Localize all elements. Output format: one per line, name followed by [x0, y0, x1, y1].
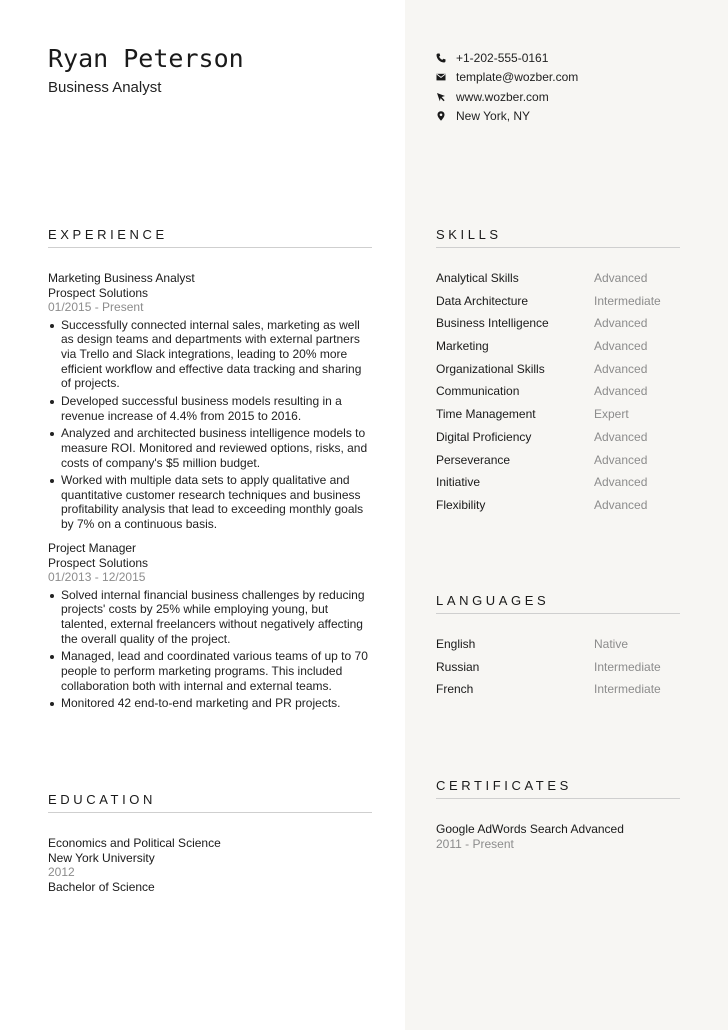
skill-name: Communication — [436, 384, 520, 399]
certificate-dates: 2011 - Present — [436, 836, 514, 851]
skill-level: Advanced — [594, 384, 648, 399]
contact-email[interactable] — [436, 68, 578, 88]
skill-level: Intermediate — [594, 293, 661, 308]
job-role: Project Manager — [48, 541, 137, 555]
skill-level: Advanced — [594, 271, 648, 285]
job-company: Prospect Solutions — [48, 555, 149, 570]
skill-name: Flexibility — [436, 497, 486, 512]
skill-level: Advanced — [594, 497, 648, 512]
skill-name: Time Management — [436, 407, 536, 422]
experience-divider — [48, 247, 372, 248]
education-school: New York University — [48, 850, 155, 865]
job-bullet: Worked with multiple data sets to apply qualitative and quantitative customer research techniques and business profitability analysis that lead to exceeding monthly goals by 7% on a continuous basis. — [48, 473, 372, 531]
skill-row — [436, 339, 680, 362]
language-level: Native — [594, 637, 629, 651]
skills-list — [436, 271, 680, 521]
job-role: Marketing Business Analyst — [48, 271, 195, 285]
contact-website[interactable] — [436, 87, 578, 107]
language-row — [436, 637, 680, 660]
job-bullet: Monitored 42 end-to-end marketing and PR projects. — [48, 696, 372, 711]
skill-name: Business Intelligence — [436, 316, 549, 331]
skill-row — [436, 294, 680, 317]
skill-level: Advanced — [594, 316, 648, 331]
education-year: 2012 — [48, 865, 75, 880]
skill-name: Perseverance — [436, 452, 511, 467]
education-degree: Bachelor of Science — [48, 879, 155, 894]
skill-row — [436, 362, 680, 385]
skill-level: Advanced — [594, 475, 648, 490]
certificate-entry — [436, 822, 624, 851]
skill-name: Initiative — [436, 475, 481, 490]
skill-row — [436, 498, 680, 521]
contact-email-text: template@wozber.com — [456, 70, 579, 85]
location-pin-icon — [436, 111, 446, 121]
language-name: English — [436, 637, 476, 651]
skill-name: Marketing — [436, 339, 489, 354]
education-divider — [48, 812, 372, 813]
job-bullet: Developed successful business models resulting in a revenue increase of 4.4% from 2015 to 2016. — [48, 394, 372, 423]
skills-heading: SKILLS — [436, 227, 502, 242]
skill-level: Advanced — [594, 429, 648, 444]
cursor-icon — [436, 92, 446, 102]
language-row — [436, 660, 680, 683]
certificate-name: Google AdWords Search Advanced — [436, 822, 624, 836]
experience-job — [48, 541, 372, 714]
contact-phone[interactable] — [436, 48, 578, 68]
skill-row — [436, 430, 680, 453]
job-bullet: Managed, lead and coordinated various teams of up to 70 people to perform marketing programs. This included collaboration both with internal and external teams. — [48, 649, 372, 693]
skill-name: Digital Proficiency — [436, 429, 532, 444]
contact-website-text: www.wozber.com — [456, 89, 549, 104]
language-name: Russian — [436, 659, 480, 674]
skill-level: Advanced — [594, 452, 648, 467]
job-dates: 01/2015 - Present — [48, 300, 144, 315]
education-entry — [48, 836, 221, 894]
education-field: Economics and Political Science — [48, 836, 221, 850]
skill-name: Analytical Skills — [436, 271, 519, 285]
skill-level: Advanced — [594, 361, 648, 376]
candidate-title: Business Analyst — [48, 79, 162, 96]
skill-row — [436, 475, 680, 498]
job-bullet: Analyzed and architected business intelligence models to measure ROI. Monitored and reviewed options, risks, and costs of company's $5 million budget. — [48, 426, 372, 470]
skill-name: Data Architecture — [436, 293, 529, 308]
education-heading: EDUCATION — [48, 792, 156, 807]
envelope-icon — [436, 72, 446, 82]
job-company: Prospect Solutions — [48, 285, 149, 300]
phone-icon — [436, 53, 446, 63]
language-level: Intermediate — [594, 682, 661, 697]
contact-location-text: New York, NY — [456, 109, 531, 124]
language-name: French — [436, 682, 474, 697]
job-dates: 01/2013 - 12/2015 — [48, 570, 146, 585]
contact-phone-text: +1-202-555-0161 — [456, 50, 549, 65]
contact-location — [436, 107, 578, 127]
skill-level: Expert — [594, 407, 629, 422]
language-row — [436, 682, 680, 705]
experience-heading: EXPERIENCE — [48, 227, 168, 242]
languages-divider — [436, 613, 680, 614]
skill-level: Advanced — [594, 339, 648, 354]
skill-row — [436, 316, 680, 339]
language-level: Intermediate — [594, 659, 661, 674]
contact-list — [436, 48, 578, 126]
skill-row — [436, 407, 680, 430]
skill-name: Organizational Skills — [436, 361, 545, 376]
job-bullets — [48, 588, 372, 711]
candidate-name: Ryan Peterson — [48, 44, 244, 73]
languages-list — [436, 637, 680, 705]
experience-job — [48, 271, 372, 535]
skills-divider — [436, 247, 680, 248]
certificates-heading: CERTIFICATES — [436, 778, 572, 793]
job-bullet: Successfully connected internal sales, marketing as well as design teams and departments with external partners via Trello and Slack integrations, leading to 20% more efficient workflow and effective data tracking and sharing of projects. — [48, 318, 372, 391]
job-bullet: Solved internal financial business challenges by reducing projects' costs by 25% while employing young, but talented, external freelancers without negatively affecting the overall quality of the project. — [48, 588, 372, 646]
skill-row — [436, 271, 680, 294]
skill-row — [436, 453, 680, 476]
skill-row — [436, 384, 680, 407]
certificates-divider — [436, 798, 680, 799]
languages-heading: LANGUAGES — [436, 593, 550, 608]
job-bullets — [48, 318, 372, 532]
